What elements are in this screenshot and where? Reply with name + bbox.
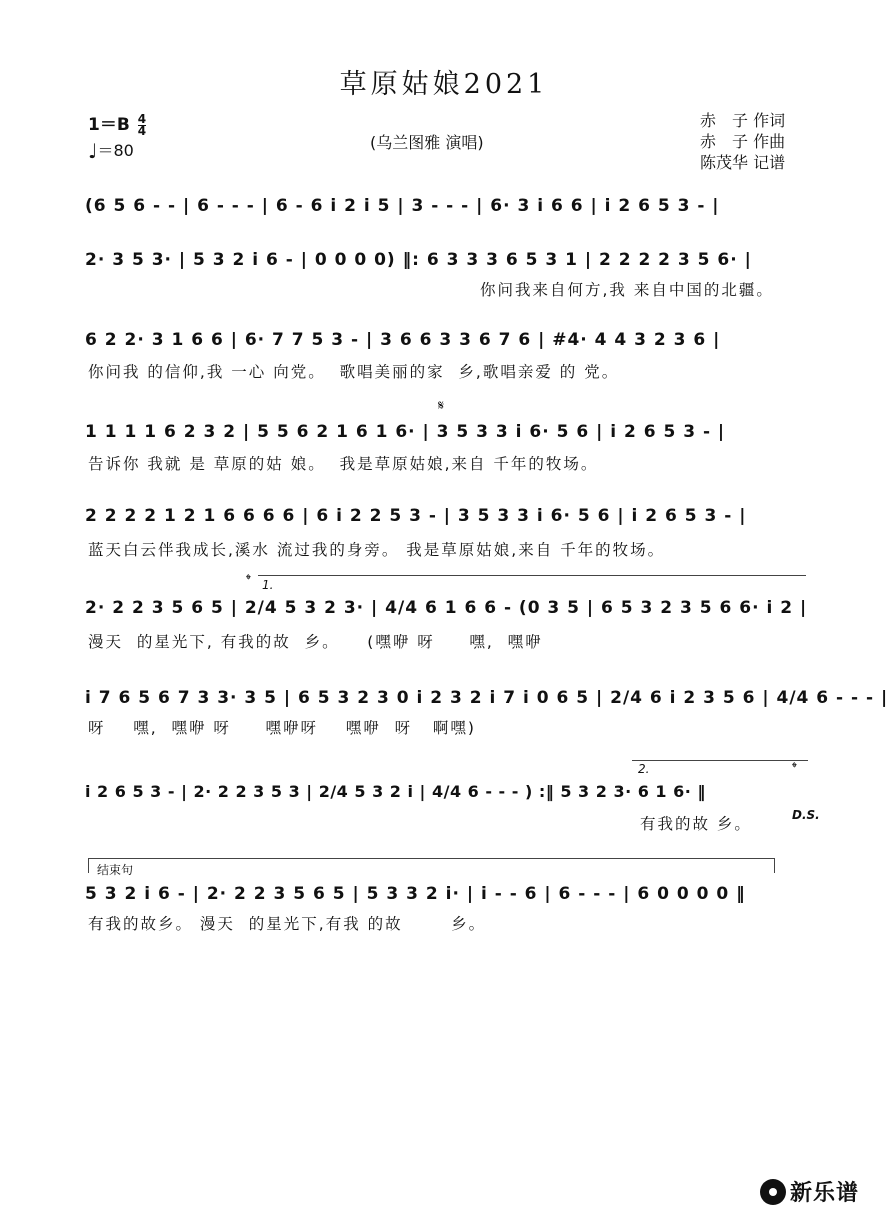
lyric-row-7: 呀 嘿, 嘿咿 呀 嘿咿呀 嘿咿 呀 啊嘿): [88, 719, 476, 737]
lyric-row-5: 蓝天白云伴我成长,溪水 流过我的身旁。 我是草原姑娘,来自 千年的牧场。: [88, 541, 666, 559]
score-row-6: 2· 2 2 3 5 6 5 | 2/4 5 3 2 3· | 4/4 6 1 6 6 - (0 3 5 | 6 5 3 2 3 5 6 6· i 2 |: [85, 598, 808, 618]
transcriber-credit: 陈茂华 记谱: [700, 153, 786, 172]
volta-2-bracket: [632, 760, 808, 761]
score-row-7: i 7 6 5 6 7 3 3· 3 5 | 6 5 3 2 3 0 i 2 3 2 i 7 i 0 6 5 | 2/4 6 i 2 3 5 6 | 4/4 6 - - - |: [85, 688, 888, 708]
singer-credit: (乌兰图雅 演唱): [370, 133, 484, 152]
page-title: 草原姑娘2021: [339, 69, 549, 100]
composer-credit: 赤 子 作曲: [700, 132, 786, 151]
volta-1-label: 1.: [262, 578, 274, 592]
lyricist-credit: 赤 子 作词: [700, 111, 786, 130]
site-logo: [760, 1176, 859, 1207]
score-row-9: 5 3 2 i 6 - | 2· 2 2 3 5 6 5 | 5 3 3 2 i· | i - - 6 | 6 - - - | 6 0 0 0 0 ‖: [85, 884, 746, 904]
time-denominator: 4: [137, 123, 147, 138]
quarter-note-icon: ♩: [88, 139, 98, 163]
lyric-row-4: 告诉你 我就 是 草原的姑 娘。 我是草原姑娘,来自 千年的牧场。: [88, 455, 599, 473]
lyric-row-6: 漫天 的星光下, 有我的故 乡。 (嘿咿 呀 嘿, 嘿咿: [88, 633, 543, 651]
ending-bracket: [88, 858, 775, 873]
ending-label: 结束句: [97, 863, 134, 877]
ds-marking: D.S.: [792, 808, 820, 822]
score-row-2: 2· 3 5 3· | 5 3 2 i 6 - | 0 0 0 0) ‖: 6 3 3 3 6 5 3 1 | 2 2 2 2 3 5 6· |: [85, 250, 752, 270]
score-row-5: 2 2 2 2 1 2 1 6 6 6 6 | 6 i 2 2 5 3 - | 3 5 3 3 i 6· 5 6 | i 2 6 5 3 - |: [85, 506, 747, 526]
key-signature: [88, 110, 146, 137]
score-row-3: 6 2 2· 3 1 6 6 | 6· 7 7 5 3 - | 3 6 6 3 3 6 7 6 | #4· 4 4 3 2 3 6 |: [85, 330, 721, 350]
tempo-marking: [88, 138, 134, 163]
score-row-1: (6 5 6 - - | 6 - - - | 6 - 6 i 2 i 5 | 3 - - - | 6· 3 i 6 6 | i 2 6 5 3 - |: [85, 196, 720, 216]
volta-1-bracket: [258, 575, 806, 576]
volta-2-label: 2.: [638, 762, 650, 776]
lyric-row-9: 有我的故乡。 漫天 的星光下,有我 的故 乡。: [88, 915, 487, 933]
key-label: 1＝B: [88, 115, 130, 135]
time-numerator: 4: [137, 111, 147, 126]
tempo-value: ＝80: [97, 141, 134, 160]
score-row-8: i 2 6 5 3 - | 2· 2 2 3 5 3 | 2/4 5 3 2 i | 4/4 6 - - - ) :‖ 5 3 2 3· 6 1 6· ‖: [85, 782, 706, 801]
record-disc-icon: [760, 1179, 786, 1205]
lyric-row-8: 有我的故 乡。: [640, 815, 752, 833]
coda-icon-2: 𝄌: [792, 760, 797, 776]
coda-icon: 𝄌: [246, 572, 251, 588]
logo-text: 新乐谱: [790, 1181, 860, 1206]
segno-icon: 𝄋: [438, 398, 445, 414]
lyric-row-3: 你问我 的信仰,我 一心 向党。 歌唱美丽的家 乡,歌唱亲爱 的 党。: [88, 363, 620, 381]
lyric-row-2: 你问我来自何方,我 来自中国的北疆。: [480, 281, 774, 299]
credits: [700, 110, 785, 173]
score-row-4: 1 1 1 1 6 2 3 2 | 5 5 6 2 1 6 1 6· | 3 5 3 3 i 6· 5 6 | i 2 6 5 3 - |: [85, 422, 726, 442]
